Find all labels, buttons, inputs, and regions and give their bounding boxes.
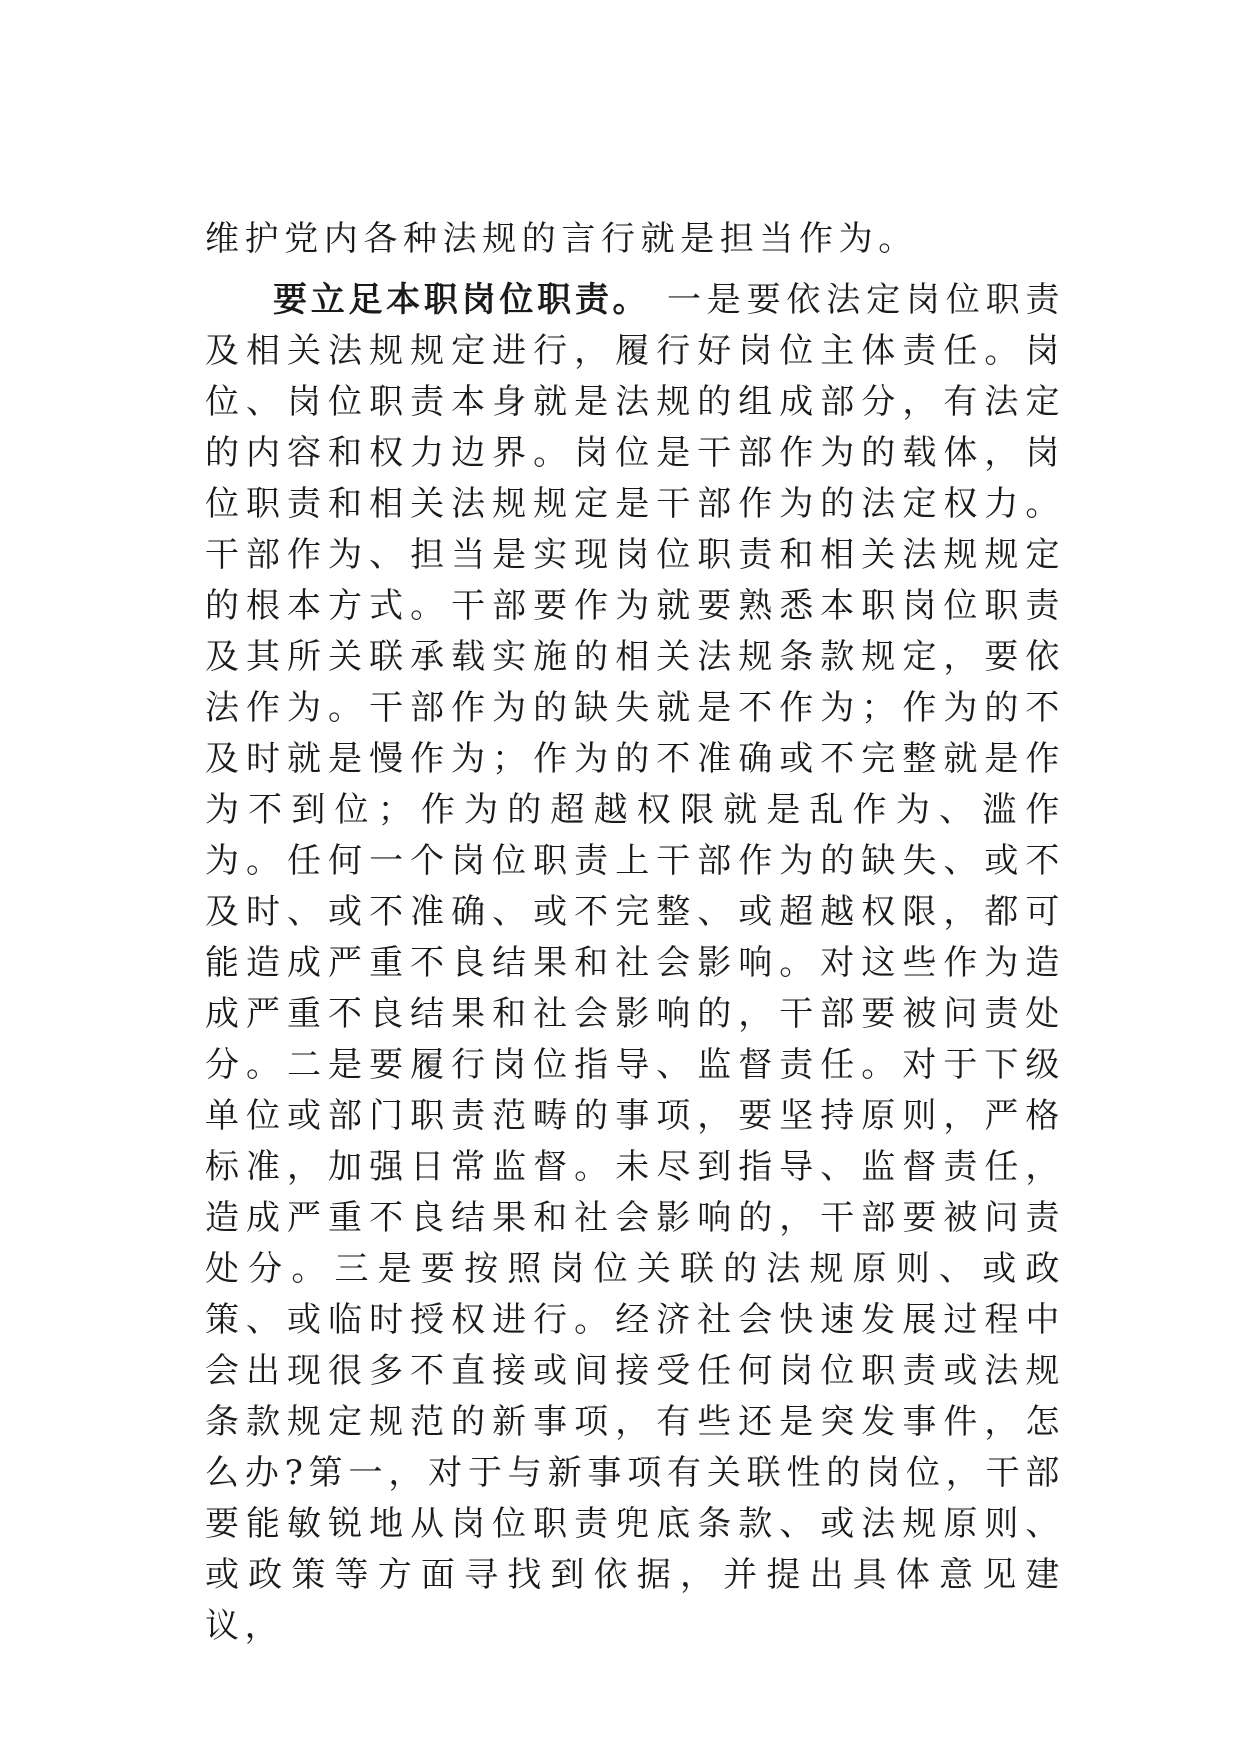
paragraph-duty bbox=[205, 275, 1065, 1652]
paragraph-heading: 要立足本职岗位职责。 bbox=[273, 280, 651, 320]
document-body bbox=[205, 214, 1065, 1652]
paragraph-continuation: 维护党内各种法规的言行就是担当作为。 bbox=[205, 219, 918, 259]
paragraph-body: 一是要依法定岗位职责及相关法规规定进行，履行好岗位主体责任。岗位、岗位职责本身就是法规的组成部分，有法定的内容和权力边界。岗位是干部作为的载体，岗位职责和相关法规规定是干部作为的法定权力。干部作为、担当是实现岗位职责和相关法规规定的根本方式。干部要作为就要熟悉本职岗位职责及其所关联承载实施的相关法规条款规定，要依法作为。干部作为的缺失就是不作为；作为的不及时就是慢作为；作为的不准确或不完整就是作为不到位；作为的超越权限就是乱作为、滥作为。任何一个岗位职责上干部作为的缺失、或不及时、或不准确、或不完整、或超越权限，都可能造成严重不良结果和社会影响。对这些作为造成严重不良结果和社会影响的，干部要被问责处分。二是要履行岗位指导、监督责任。对于下级单位或部门职责范畴的事项，要坚持原则，严格标准，加强日常监督。未尽到指导、监督责任，造成严重不良结果和社会影响的，干部要被问责处分。三是要按照岗位关联的法规原则、或政策、或临时授权进行。经济社会快速发展过程中会出现很多不直接或间接受任何岗位职责或法规条款规定规范的新事项，有些还是突发事件，怎么办?第一，对于与新事项有关联性的岗位，干部要能敏锐地从岗位职责兜底条款、或法规原则、或政策等方面寻找到依据，并提出具体意见建议， bbox=[205, 280, 1065, 1646]
